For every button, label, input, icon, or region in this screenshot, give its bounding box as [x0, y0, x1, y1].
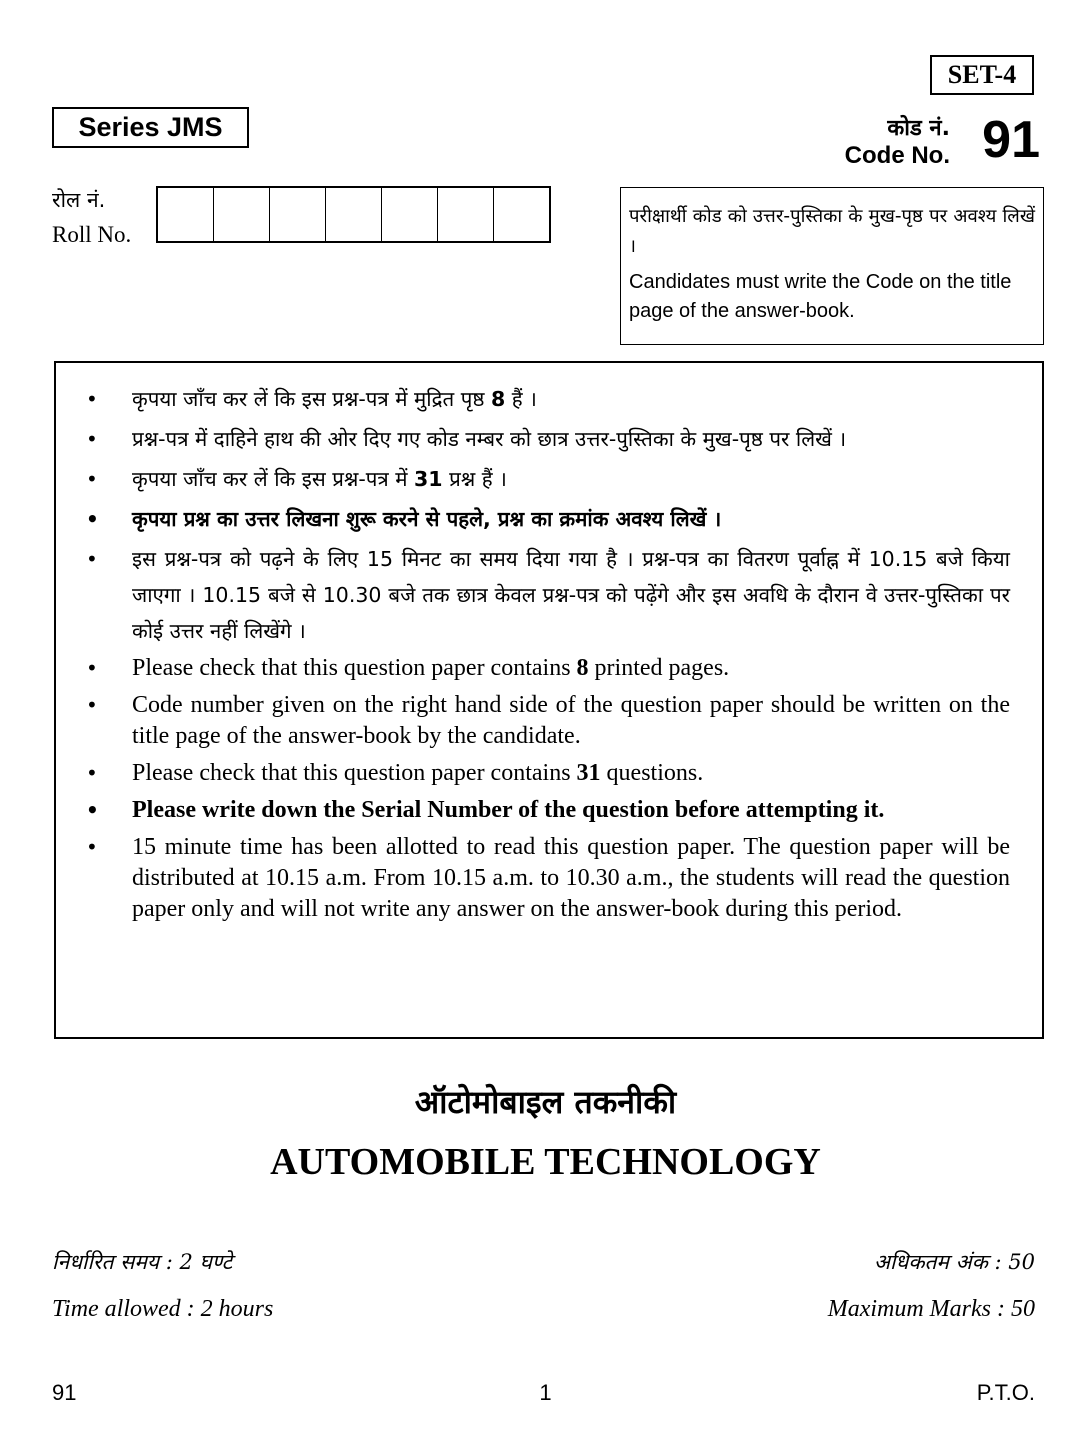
bullet-icon: • [86, 547, 98, 571]
bullet-icon: • [86, 507, 99, 531]
instruction-text: कृपया जाँच कर लें कि इस प्रश्न-पत्र में मुद्रित पृष्ठ [132, 387, 491, 411]
instruction-text: 31 [414, 467, 443, 491]
instruction-text: कृपया प्रश्न का उत्तर लिखना शुरू करने से पहले, प्रश्न का क्रमांक अवश्य लिखें । [132, 507, 722, 531]
maximum-marks-english: Maximum Marks : 50 [827, 1296, 1035, 1322]
roll-number-boxes[interactable] [156, 186, 551, 243]
instruction-item [86, 381, 1010, 417]
instruction-text: 8 [490, 387, 506, 411]
instruction-text: printed pages. [588, 655, 730, 681]
bullet-icon: • [86, 835, 98, 859]
bullet-icon: • [86, 693, 98, 717]
instruction-text: Please check that this question paper contains [132, 760, 577, 786]
series-label: Series JMS [52, 107, 249, 148]
instruction-text: इस प्रश्न-पत्र को पढ़ने के लिए 15 मिनट का समय दिया गया है । प्रश्न-पत्र का वितरण पूर्वाह्न में 10.15 बजे किया जाएगा । 10.15 बजे से 10.30 बजे तक छात्र केवल प्रश्न-पत्र को पढ़ेंगे और इस अवधि के दौरान वे उत्तर-पुस्तिका पर कोई उत्तर नहीं लिखेंगे । [132, 547, 1010, 643]
roll-number-cell[interactable] [214, 188, 270, 241]
instruction-item [86, 541, 1010, 649]
bullet-icon: • [86, 467, 98, 491]
footer-code: 91 [52, 1380, 77, 1405]
instruction-text: प्रश्न-पत्र में दाहिने हाथ की ओर दिए गए कोड नम्बर को छात्र उत्तर-पुस्तिका के मुख-पृष्ठ पर लिखें । [132, 427, 847, 451]
bullet-icon: • [86, 761, 98, 785]
candidate-note-english: Candidates must write the Code on the title page of the answer-book. [629, 271, 1012, 322]
roll-number-cell[interactable] [438, 188, 494, 241]
instruction-text: हैं । [505, 387, 537, 411]
instruction-item [86, 758, 1010, 789]
instruction-text: 31 [576, 760, 601, 786]
roll-label-english: Roll No. [52, 222, 132, 247]
instructions-box [54, 361, 1044, 1039]
instruction-text: कृपया जाँच कर लें कि इस प्रश्न-पत्र में [132, 467, 415, 491]
candidate-code-note [620, 187, 1044, 345]
instruction-item [86, 795, 1010, 826]
instruction-item [86, 690, 1010, 752]
roll-label-hindi: रोल नं. [52, 188, 106, 212]
instruction-text: questions. [600, 760, 704, 786]
bullet-icon: • [86, 387, 98, 411]
time-allowed-english: Time allowed : 2 hours [52, 1296, 274, 1322]
roll-number-cell[interactable] [494, 188, 549, 241]
instruction-text: 15 minute time has been allotted to read this question paper. The question paper will be distributed at 10.15 a.m. From 10.15 a.m. to 10.30 a.m., the students will read the question paper only and will not write any answer on the answer-book during this period. [132, 834, 1010, 922]
instruction-item [86, 461, 1010, 497]
candidate-note-hindi: परीक्षार्थी कोड को उत्तर-पुस्तिका के मुख-पृष्ठ पर अवश्य लिखें । [629, 206, 1035, 257]
set-label: SET-4 [930, 55, 1034, 95]
code-number: 91 [982, 111, 1040, 169]
instruction-item [86, 653, 1010, 684]
footer-page-number: 1 [539, 1380, 552, 1405]
instruction-text: प्रश्न हैं । [442, 467, 507, 491]
instructions-list [86, 381, 1010, 925]
roll-number-cell[interactable] [382, 188, 438, 241]
code-label-hindi: कोड नं. [887, 116, 950, 141]
roll-number-cell[interactable] [326, 188, 382, 241]
maximum-marks-hindi: अधिकतम अंक : 50 [873, 1250, 1035, 1274]
instruction-text: Please check that this question paper contains [132, 655, 577, 681]
instruction-text: 8 [576, 655, 589, 681]
roll-number-cell[interactable] [270, 188, 326, 241]
footer-pto: P.T.O. [976, 1380, 1035, 1405]
subject-title-english: AUTOMOBILE TECHNOLOGY [270, 1141, 821, 1183]
time-allowed-hindi: निर्धारित समय : 2 घण्टे [52, 1250, 233, 1274]
subject-title-hindi: ऑटोमोबाइल तकनीकी [414, 1083, 677, 1121]
instruction-item [86, 421, 1010, 457]
bullet-icon: • [86, 656, 98, 680]
instruction-text: Please write down the Serial Number of the question before attempting it. [132, 797, 885, 823]
instruction-item [86, 832, 1010, 925]
instruction-text: Code number given on the right hand side of the question paper should be written on the title page of the answer-book by the candidate. [132, 692, 1010, 749]
instruction-item [86, 501, 1010, 537]
bullet-icon: • [86, 798, 99, 822]
roll-number-cell[interactable] [158, 188, 214, 241]
code-label-english: Code No. [844, 142, 950, 169]
bullet-icon: • [86, 427, 98, 451]
